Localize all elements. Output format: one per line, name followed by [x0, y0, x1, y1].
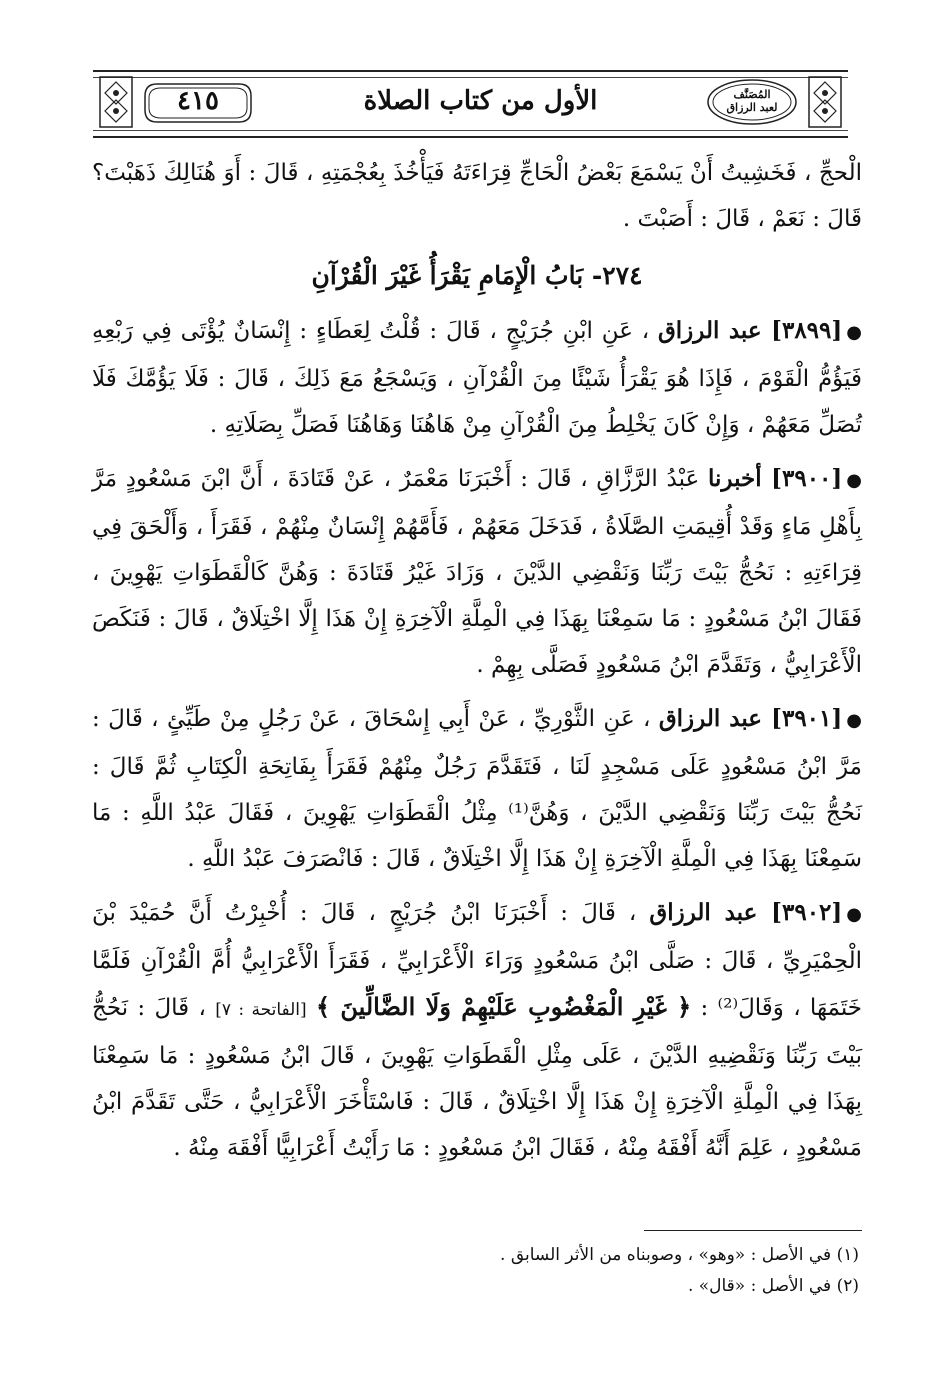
bullet-icon: ●: [846, 322, 862, 343]
page-header: [93, 70, 848, 138]
footnote: (٢) في الأصل : «قال» .: [687, 1276, 859, 1296]
hadith-entry: [92, 456, 862, 688]
entry-text: ، عَنِ الثَّوْرِيِّ ، عَنْ أَبِي إِسْحَاقَ ، عَنْ رَجُلٍ مِنْ طَيِّئٍ ، قَالَ : مَرَّ ابْنُ مَسْعُودٍ عَلَى مَسْجِدٍ لَنَا ، فَتَقَدَّمَ رَجُلٌ مِنْهُمْ فَقَرَأَ بِفَاتِحَةِ الْكِتَابِ ثُمَّ قَالَ : نَحُجُّ بَيْتَ رَبِّنَا وَنَقْضِي الدَّيْنَ ، وَهُنَّ⁽¹⁾ مِثْلُ الْقَطَوَاتِ يَهْوِينَ ، فَقَالَ عَبْدُ اللَّهِ : مَا سَمِعْنَا بِهَذَا فِي الْمِلَّةِ الْآخِرَةِ إِنْ هَذَا إِلَّا اخْتِلَاقٌ ، قَالَ : فَانْصَرَفَ عَبْدُ اللَّهِ .: [92, 706, 862, 872]
left-ornament-icon: [99, 76, 133, 128]
page-number: ٤١٥: [177, 86, 219, 116]
entry-label: [٣٨٩٩] عبد الرزاق: [657, 317, 843, 344]
book-title: المُصَنَّف لعبد الرزاق: [726, 88, 778, 114]
running-title: الأول من كتاب الصلاة: [363, 86, 598, 116]
bullet-icon: ●: [846, 904, 863, 925]
quran-verse: ﴿ غَيْرِ الْمَغْضُوبِ عَلَيْهِمْ وَلَا الضَّالِّينَ ﴾: [315, 992, 692, 1021]
bullet-icon: ●: [846, 470, 863, 491]
footnotes: [89, 1240, 859, 1302]
entry-label: [٣٩٠٢] عبد الرزاق: [649, 899, 843, 926]
main-text: [92, 150, 862, 1179]
entry-text: ، قَالَ : أَخْبَرَنَا ابْنُ جُرَيْجٍ ، قَالَ : أُخْبِرْتُ أَنَّ حُمَيْدَ بْنَ الْحِمْيَرِيِّ ، قَالَ : صَلَّى ابْنُ مَسْعُودٍ وَرَاءَ الْأَعْرَابِيِّ ، فَقَرَأَ الْأَعْرَابِيُّ أُمَّ الْقُرْآنِ فَلَمَّا خَتَمَهَا ، وَقَالَ⁽²⁾ :: [92, 900, 863, 1021]
footnote: (١) في الأصل : «وهو» ، وصوبناه من الأثر السابق .: [500, 1245, 859, 1265]
entry-text: ، عَنِ ابْنِ جُرَيْجٍ ، قَالَ : قُلْتُ لِعَطَاءٍ : إِنْسَانٌ يُؤْتَى فِي رَبْعِهِ فَيَؤُمُّ الْقَوْمَ ، فَإِذَا هُوَ يَقْرَأُ شَيْئًا مِنَ الْقُرْآنِ ، وَيَسْجَعُ مَعَ ذَلِكَ ، قَالَ : فَلَا يَؤُمَّكَ فَلَا تُصَلِّ مَعَهُمْ ، وَإِنْ كَانَ يَخْلِطُ مِنَ الْقُرْآنِ مِنْ هَاهُنَا وَهَاهُنَا فَصَلِّ بِصَلَاتِهِ .: [92, 318, 862, 438]
book-title-frame: [706, 78, 798, 126]
hadith-entry: [92, 890, 862, 1171]
hadith-entry: [92, 308, 862, 448]
entry-text: عَبْدُ الرَّزَّاقِ ، قَالَ : أَخْبَرَنَا مَعْمَرٌ ، عَنْ قَتَادَةَ ، أَنَّ ابْنَ مَسْعُودٍ مَرَّ بِأَهْلِ مَاءٍ وَقَدْ أُقِيمَتِ الصَّلَاةُ ، فَدَخَلَ مَعَهُمْ ، فَأَمَّهُمْ إِنْسَانٌ مِنْهُمْ ، فَقَرَأَ ، وَأَلْحَقَ فِي قِرَاءَتِهِ : نَحُجُّ بَيْتَ رَبِّنَا وَنَقْضِي الدَّيْنَ ، وَزَادَ غَيْرُ قَتَادَةَ : وَهُنَّ كَالْقَطَوَاتِ يَهْوِينَ ، فَقَالَ ابْنُ مَسْعُودٍ : مَا سَمِعْنَا بِهَذَا فِي الْمِلَّةِ الْآخِرَةِ إِنْ هَذَا إِلَّا اخْتِلَاقٌ ، قَالَ : فَنَكَصَ الْأَعْرَابِيُّ ، وَتَقَدَّمَ ابْنُ مَسْعُودٍ فَصَلَّى بِهِمْ .: [92, 466, 862, 678]
page-number-frame: [143, 82, 253, 124]
quran-reference: [الفاتحة : ٧]: [215, 1000, 307, 1020]
entry-label: [٣٩٠٠] أخبرنا: [708, 465, 843, 492]
footnote-divider: [644, 1230, 862, 1231]
entry-text-continued: ، قَالَ : نَحُجُّ بَيْتَ رَبِّنَا وَنَقْضِيهِ الدَّيْنَ ، عَلَى مِثْلِ الْقَطَوَاتِ يَهْوِينَ ، قَالَ ابْنُ مَسْعُودٍ : مَا سَمِعْنَا بِهَذَا فِي الْمِلَّةِ الْآخِرَةِ إِنْ هَذَا إِلَّا اخْتِلَاقٌ ، قَالَ : فَاسْتَأْخَرَ الْأَعْرَابِيُّ ، حَتَّى تَقَدَّمَ ابْنُ مَسْعُودٍ ، عَلِمَ أَنَّهُ أَفْقَهُ مِنْهُ ، فَقَالَ ابْنُ مَسْعُودٍ : مَا رَأَيْتُ أَعْرَابِيًّا أَفْقَهَ مِنْهُ .: [92, 995, 862, 1161]
continuation-paragraph: الْحجِّ ، فَخَشِيتُ أَنْ يَسْمَعَ بَعْضُ الْحَاجِّ قِرَاءَتَهُ فَيَأْخُذَ بِعُجْمَتِهِ ، قَالَ : أَوَ هُنَالِكَ ذَهَبْتَ؟ قَالَ : نَعَمْ ، قَالَ : أَصَبْتَ .: [92, 160, 862, 232]
entry-label: [٣٩٠١] عبد الرزاق: [658, 705, 843, 732]
chapter-title: ٢٧٤- بَابُ الْإِمَامِ يَقْرَأُ غَيْرَ الْقُرْآنِ: [311, 261, 643, 290]
right-ornament-icon: [808, 76, 842, 128]
hadith-entry: [92, 696, 862, 882]
bullet-icon: ●: [846, 710, 862, 731]
